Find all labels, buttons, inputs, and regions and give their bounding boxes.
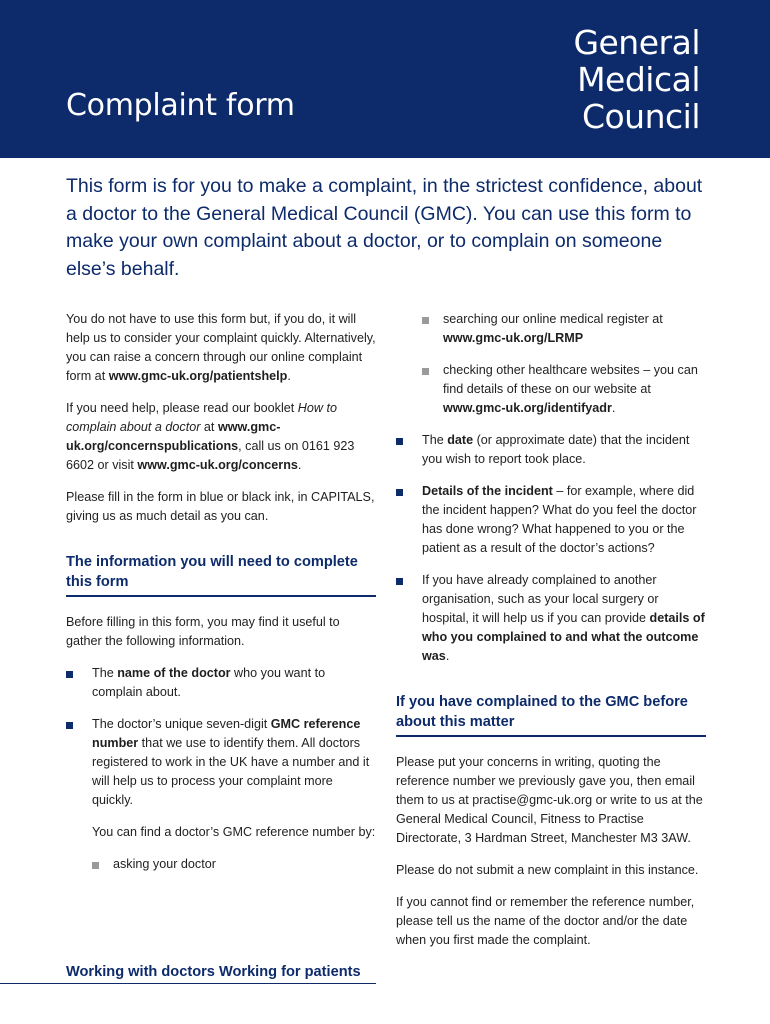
bullet-doctor-name: The name of the doctor who you want to complain about. [66,664,376,702]
logo-line: Medical [577,60,700,99]
footer-divider [0,983,376,984]
sub-bullet-register: searching our online medical register at www.gmc-uk.org/LRMP [396,310,706,348]
logo-line: Council [581,97,700,136]
page-title: Complaint form [66,88,295,123]
paragraph-no-new-complaint: Please do not submit a new complaint in this instance. [396,863,699,877]
paragraph-online-form: You do not have to use this form but, if you do, it will help us to consider your complaint quickly. Alternatively, you can raise a concern through our online complaint form at www.gmc-uk.org/patientshelp. [66,312,376,383]
section-heading-complained-before: If you have complained to the GMC before about this matter [396,692,706,737]
header-banner [0,0,770,158]
bullet-gmc-reference: The doctor’s unique seven-digit GMC reference number that we use to identify them. All doctors registered to work in the UK have a number and it will help us to process your complaint more quickly. [66,715,376,810]
gmc-logo [573,24,700,135]
logo-line: General [573,23,700,62]
lrmp-link[interactable]: www.gmc-uk.org/LRMP [443,331,584,345]
identifyadr-link[interactable]: www.gmc-uk.org/identifyadr [443,401,612,415]
paragraph-find-reference: You can find a doctor’s GMC reference number by: [92,825,376,839]
section-heading-information: The information you will need to complete this form [66,552,376,597]
patientshelp-link[interactable]: www.gmc-uk.org/patientshelp [108,369,288,383]
paragraph-reference-missing: If you cannot find or remember the reference number, please tell us the name of the doctor and/or the date when you first made the complaint. [396,895,695,947]
bullet-date: The date (or approximate date) that the incident you wish to report took place. [396,431,706,469]
concerns-link[interactable]: www.gmc-uk.org/concerns [137,458,298,472]
paragraph-gather: Before filling in this form, you may find it useful to gather the following information. [66,615,340,648]
sub-bullet-ask-doctor: asking your doctor [66,855,376,874]
paragraph-ink: Please fill in the form in blue or black ink, in CAPITALS, giving us as much detail as you can. [66,490,375,523]
paragraph-write-to-us: Please put your concerns in writing, quoting the reference number we previously gave you, then email them to us at practise@gmc-uk.org or write to us at the General Medical Council, Fitness to Practise Directorate, 3 Hardman Street, Manchester M3 3AW. [396,755,703,845]
bullet-previous-complaint: If you have already complained to another organisation, such as your local surgery or hospital, it will help us if you can provide details of who you complained to and what the outcome was. [396,571,706,666]
booklet-title: How to complain about a doctor [66,401,337,434]
right-column [396,310,706,950]
publications-link[interactable]: www.gmc-uk.org/concernspublications [66,420,281,453]
bullet-incident-details: Details of the incident – for example, where did the incident happen? What do you feel the doctor has done wrong? What happened to you or the patient as a result of the doctor’s actions? [396,482,706,558]
left-column [66,310,376,874]
footer-tagline: Working with doctors Working for patients [66,964,361,980]
intro-paragraph: This form is for you to make a complaint, in the strictest confidence, about a doctor to the General Medical Council (GMC). You can use this form to make your own complaint about a doctor, or to complain on someone else’s behalf. [66,175,703,280]
paragraph-help: If you need help, please read our booklet How to complain about a doctor at www.gmc-uk.org/concernspublications, call us on 0161 923 6602 or visit www.gmc-uk.org/concerns. [66,401,355,472]
sub-bullet-other-websites: checking other healthcare websites – you can find details of these on our website at www.gmc-uk.org/identifyadr. [396,361,706,418]
